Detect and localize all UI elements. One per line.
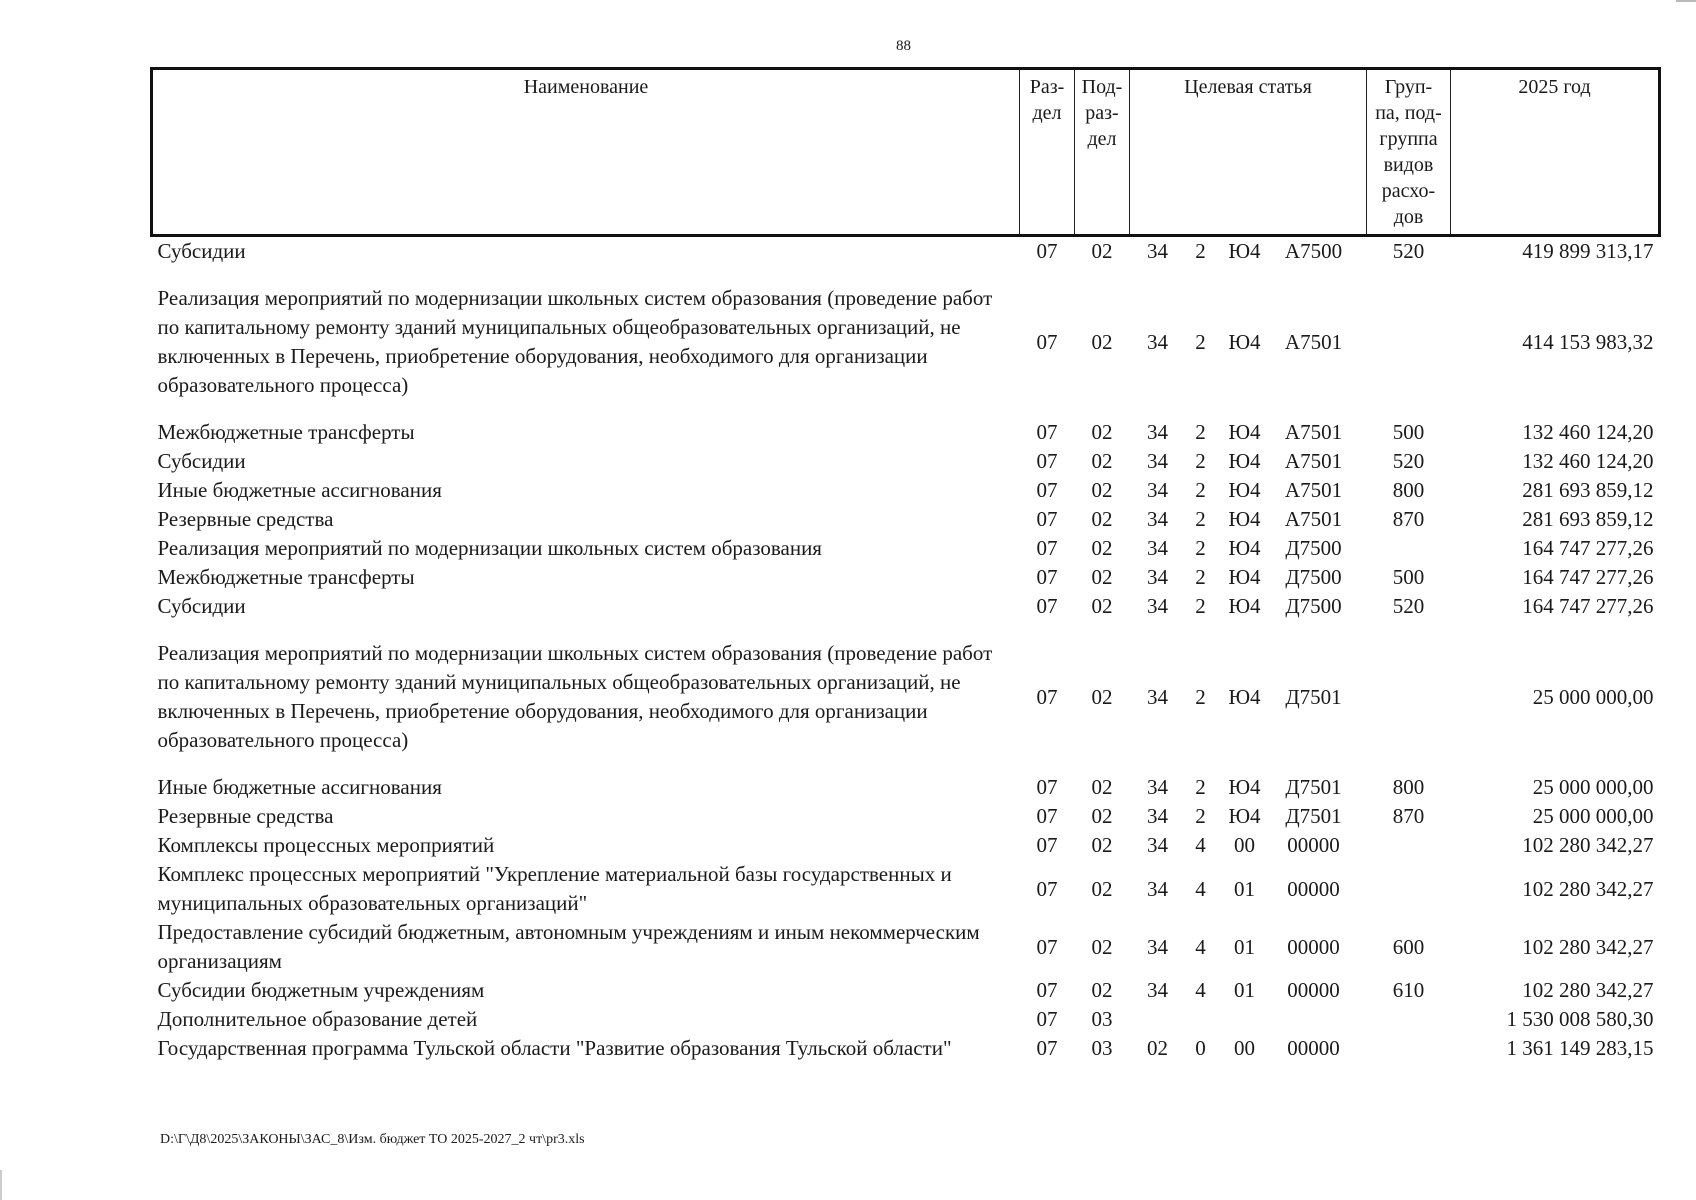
- target-article-part-3: Ю4: [1228, 420, 1261, 444]
- row-name: Резервные средства: [157, 804, 334, 828]
- row-name: Субсидии: [157, 594, 246, 618]
- table-row: [152, 563, 1660, 592]
- row-sum: 414 153 983,32: [1522, 329, 1654, 354]
- row-razdel: 07: [1036, 804, 1058, 828]
- row-sum: 1 530 008 580,30: [1506, 1007, 1654, 1031]
- row-podrazdel: 02: [1091, 804, 1113, 828]
- target-article-part-1: 34: [1147, 239, 1168, 263]
- target-article-part-4: А7501: [1284, 420, 1343, 444]
- row-expense-group: 600: [1392, 934, 1425, 959]
- row-podrazdel: 02: [1091, 775, 1113, 799]
- row-podrazdel: 02: [1091, 594, 1113, 618]
- target-article-part-3: Ю4: [1228, 804, 1261, 828]
- target-article-part-4: Д7500: [1285, 594, 1342, 618]
- row-target-article: [1130, 831, 1367, 860]
- row-expense-group: 500: [1392, 420, 1425, 444]
- target-article-part-3: Ю4: [1228, 775, 1261, 799]
- target-article-part-4: 00000: [1287, 1036, 1340, 1060]
- target-article-part-1: 34: [1147, 978, 1168, 1002]
- target-article-part-2: 0: [1195, 1036, 1206, 1060]
- row-target-article: [1130, 621, 1367, 773]
- row-razdel: 07: [1036, 565, 1058, 589]
- row-target-article: [1130, 563, 1367, 592]
- row-expense-group: 520: [1392, 239, 1425, 263]
- row-podrazdel: 02: [1091, 934, 1113, 959]
- row-razdel: 07: [1036, 833, 1058, 857]
- target-article-part-2: 2: [1195, 684, 1206, 709]
- row-podrazdel: 02: [1091, 420, 1113, 444]
- row-target-article: [1130, 976, 1367, 1005]
- row-razdel: 07: [1036, 934, 1058, 959]
- row-name: Реализация мероприятий по модернизации школьных систем образования (проведение работ по капитальному ремонту зданий муниципальных общеобразовательных организаций, не включенных в Перечень, приобретение оборудования, необходимого для организации образовательного процесса): [157, 286, 993, 397]
- row-expense-group: [1367, 860, 1451, 918]
- row-target-article: [1130, 1005, 1367, 1034]
- target-article-part-3: Ю4: [1228, 507, 1261, 531]
- row-sum: 102 280 342,27: [1522, 934, 1654, 959]
- row-sum: 164 747 277,26: [1522, 565, 1654, 589]
- target-article-part-2: 4: [1195, 876, 1206, 901]
- target-article-part-1: 34: [1147, 775, 1168, 799]
- row-razdel: 07: [1036, 449, 1058, 473]
- row-name: Реализация мероприятий по модернизации школьных систем образования (проведение работ по капитальному ремонту зданий муниципальных общеобразовательных организаций, не включенных в Перечень, приобретение оборудования, необходимого для организации образовательного процесса): [157, 641, 993, 752]
- row-razdel: 07: [1036, 594, 1058, 618]
- target-article-part-2: 2: [1195, 420, 1206, 444]
- table-row: [152, 447, 1660, 476]
- row-target-article: [1130, 266, 1367, 418]
- row-razdel: 07: [1036, 478, 1058, 502]
- row-target-article: [1130, 860, 1367, 918]
- target-article-part-3: Ю4: [1228, 565, 1261, 589]
- row-sum: 132 460 124,20: [1522, 449, 1654, 473]
- target-article-part-1: 02: [1147, 1036, 1168, 1060]
- target-article-part-2: 2: [1195, 775, 1206, 799]
- table-row: [152, 1005, 1660, 1034]
- row-expense-group: 500: [1392, 565, 1425, 589]
- row-razdel: 07: [1036, 1007, 1058, 1031]
- row-name: Предоставление субсидий бюджетным, автономным учреждениям и иным некоммерческим организациям: [157, 920, 980, 973]
- row-name: Субсидии бюджетным учреждениям: [157, 978, 485, 1002]
- row-target-article: [1130, 1034, 1367, 1063]
- row-expense-group: 870: [1392, 804, 1425, 828]
- table-row: [152, 418, 1660, 447]
- row-name: Межбюджетные трансферты: [157, 565, 415, 589]
- target-article-part-1: 34: [1147, 684, 1168, 709]
- target-article-part-2: 2: [1195, 239, 1206, 263]
- target-article-part-3: Ю4: [1228, 478, 1261, 502]
- row-expense-group: 520: [1392, 594, 1425, 618]
- table-row: [152, 1034, 1660, 1063]
- row-target-article: [1130, 447, 1367, 476]
- table-row: [152, 802, 1660, 831]
- row-name: Субсидии: [157, 239, 246, 263]
- target-article-part-4: 00000: [1287, 833, 1340, 857]
- page-number: 88: [896, 38, 911, 54]
- target-article-part-4: Д7501: [1285, 684, 1342, 709]
- row-name: Субсидии: [157, 449, 246, 473]
- row-podrazdel: 03: [1091, 1036, 1113, 1060]
- row-name: Комплекс процессных мероприятий "Укрепление материальной базы государственных и муниципальных образовательных организаций": [157, 862, 952, 915]
- row-sum: 281 693 859,12: [1522, 478, 1654, 502]
- table-row: [152, 505, 1660, 534]
- target-article-part-1: 34: [1147, 449, 1168, 473]
- table-body: [152, 236, 1660, 1064]
- target-article-part-1: 34: [1147, 478, 1168, 502]
- row-podrazdel: 02: [1091, 876, 1113, 901]
- budget-table: [150, 67, 1661, 1063]
- header-razdel: Раз- дел: [1020, 69, 1075, 236]
- row-podrazdel: 02: [1091, 329, 1113, 354]
- scan-edge-mark: [1676, 0, 1696, 2]
- target-article-part-1: 34: [1147, 804, 1168, 828]
- row-name: Иные бюджетные ассигнования: [157, 775, 442, 799]
- target-article-part-3: 00: [1234, 833, 1255, 857]
- table-row: [152, 236, 1660, 267]
- row-razdel: 07: [1036, 329, 1058, 354]
- target-article-part-4: 00000: [1287, 978, 1340, 1002]
- target-article-part-1: 34: [1147, 565, 1168, 589]
- row-target-article: [1130, 236, 1367, 267]
- row-name: Дополнительное образование детей: [157, 1007, 478, 1031]
- row-expense-group: [1367, 831, 1451, 860]
- row-sum: 25 000 000,00: [1532, 775, 1654, 799]
- row-podrazdel: 02: [1091, 449, 1113, 473]
- target-article-part-3: Ю4: [1228, 449, 1261, 473]
- target-article-part-3: 00: [1234, 1036, 1255, 1060]
- row-razdel: 07: [1036, 978, 1058, 1002]
- row-expense-group: 520: [1392, 449, 1425, 473]
- row-podrazdel: 02: [1091, 478, 1113, 502]
- row-expense-group: 800: [1392, 775, 1425, 799]
- target-article-part-4: А7501: [1284, 449, 1343, 473]
- target-article-part-1: 34: [1147, 934, 1168, 959]
- target-article-part-4: А7501: [1284, 478, 1343, 502]
- target-article-part-3: 01: [1234, 978, 1255, 1002]
- table-row: [152, 266, 1660, 418]
- target-article-part-2: 4: [1195, 978, 1206, 1002]
- target-article-part-4: А7500: [1284, 239, 1343, 263]
- row-sum: 25 000 000,00: [1532, 684, 1654, 709]
- row-expense-group: [1367, 621, 1451, 773]
- target-article-part-4: Д7500: [1285, 565, 1342, 589]
- row-razdel: 07: [1036, 536, 1058, 560]
- row-podrazdel: 02: [1091, 684, 1113, 709]
- target-article-part-2: 2: [1195, 507, 1206, 531]
- row-podrazdel: 02: [1091, 565, 1113, 589]
- table-row: [152, 976, 1660, 1005]
- target-article-part-2: 4: [1195, 833, 1206, 857]
- target-article-part-2: 2: [1195, 594, 1206, 618]
- target-article-part-4: А7501: [1284, 329, 1343, 354]
- target-article-part-2: 4: [1195, 934, 1206, 959]
- header-podrazdel: Под- раз- дел: [1075, 69, 1130, 236]
- file-path-footer: D:\Г\Д8\2025\ЗАКОНЫ\ЗАС_8\Изм. бюджет ТО 2025-2027_2 чт\pr3.xls: [160, 1132, 585, 1147]
- row-podrazdel: 02: [1091, 507, 1113, 531]
- row-name: Иные бюджетные ассигнования: [157, 478, 442, 502]
- row-target-article: [1130, 802, 1367, 831]
- row-name: Межбюджетные трансферты: [157, 420, 415, 444]
- target-article-part-2: 2: [1195, 329, 1206, 354]
- table-row: [152, 773, 1660, 802]
- target-article-part-3: Ю4: [1228, 329, 1261, 354]
- target-article-part-2: 2: [1195, 478, 1206, 502]
- row-target-article: [1130, 418, 1367, 447]
- row-razdel: 07: [1036, 775, 1058, 799]
- row-razdel: 07: [1036, 1036, 1058, 1060]
- row-sum: 25 000 000,00: [1532, 804, 1654, 828]
- row-expense-group: [1367, 534, 1451, 563]
- row-razdel: 07: [1036, 876, 1058, 901]
- target-article-part-4: Д7501: [1285, 775, 1342, 799]
- target-article-part-1: 34: [1147, 329, 1168, 354]
- row-expense-group: [1367, 266, 1451, 418]
- target-article-part-3: 01: [1234, 876, 1255, 901]
- row-razdel: 07: [1036, 239, 1058, 263]
- target-article-part-2: 2: [1195, 449, 1206, 473]
- header-expense-group: Груп- па, под- группа видов расхо- дов: [1367, 69, 1451, 236]
- scan-edge-mark-left: [0, 1170, 2, 1200]
- target-article-part-2: 2: [1195, 536, 1206, 560]
- target-article-part-1: 34: [1147, 833, 1168, 857]
- target-article-part-4: 00000: [1287, 876, 1340, 901]
- row-podrazdel: 03: [1091, 1007, 1113, 1031]
- target-article-part-2: 2: [1195, 804, 1206, 828]
- target-article-part-3: Ю4: [1228, 536, 1261, 560]
- row-sum: 102 280 342,27: [1522, 833, 1654, 857]
- header-year: 2025 год: [1451, 69, 1660, 236]
- row-podrazdel: 02: [1091, 978, 1113, 1002]
- target-article-part-3: Ю4: [1228, 239, 1261, 263]
- row-sum: 102 280 342,27: [1522, 978, 1654, 1002]
- target-article-part-3: Ю4: [1228, 684, 1261, 709]
- row-target-article: [1130, 534, 1367, 563]
- row-expense-group: 800: [1392, 478, 1425, 502]
- table-row: [152, 860, 1660, 918]
- row-target-article: [1130, 505, 1367, 534]
- row-name: Государственная программа Тульской области "Развитие образования Тульской области": [157, 1036, 952, 1060]
- row-expense-group: [1367, 1034, 1451, 1063]
- row-target-article: [1130, 918, 1367, 976]
- row-name: Резервные средства: [157, 507, 334, 531]
- row-sum: 281 693 859,12: [1522, 507, 1654, 531]
- table-row: [152, 476, 1660, 505]
- row-podrazdel: 02: [1091, 833, 1113, 857]
- row-sum: 419 899 313,17: [1522, 239, 1654, 263]
- row-sum: 1 361 149 283,15: [1506, 1036, 1654, 1060]
- row-sum: 132 460 124,20: [1522, 420, 1654, 444]
- target-article-part-1: 34: [1147, 420, 1168, 444]
- table-row: [152, 592, 1660, 621]
- row-name: Комплексы процессных мероприятий: [157, 833, 495, 857]
- row-razdel: 07: [1036, 507, 1058, 531]
- row-target-article: [1130, 773, 1367, 802]
- row-expense-group: 870: [1392, 507, 1425, 531]
- target-article-part-3: 01: [1234, 934, 1255, 959]
- table-row: [152, 831, 1660, 860]
- target-article-part-4: Д7501: [1285, 804, 1342, 828]
- target-article-part-2: 2: [1195, 565, 1206, 589]
- target-article-part-4: 00000: [1287, 934, 1340, 959]
- row-sum: 164 747 277,26: [1522, 594, 1654, 618]
- row-expense-group: 610: [1392, 978, 1425, 1002]
- header-name: Наименование: [152, 69, 1020, 236]
- row-podrazdel: 02: [1091, 239, 1113, 263]
- target-article-part-4: Д7500: [1285, 536, 1342, 560]
- table-row: [152, 621, 1660, 773]
- target-article-part-1: 34: [1147, 876, 1168, 901]
- target-article-part-3: Ю4: [1228, 594, 1261, 618]
- row-target-article: [1130, 476, 1367, 505]
- target-article-part-1: 34: [1147, 594, 1168, 618]
- header-target-article: Целевая статья: [1130, 69, 1367, 236]
- row-razdel: 07: [1036, 684, 1058, 709]
- target-article-part-4: А7501: [1284, 507, 1343, 531]
- table-row: [152, 534, 1660, 563]
- row-sum: 164 747 277,26: [1522, 536, 1654, 560]
- row-razdel: 07: [1036, 420, 1058, 444]
- row-podrazdel: 02: [1091, 536, 1113, 560]
- row-target-article: [1130, 592, 1367, 621]
- row-expense-group: [1367, 1005, 1451, 1034]
- row-name: Реализация мероприятий по модернизации школьных систем образования: [157, 536, 822, 560]
- table-row: [152, 918, 1660, 976]
- table-header: [152, 69, 1660, 236]
- target-article-part-1: 34: [1147, 536, 1168, 560]
- row-sum: 102 280 342,27: [1522, 876, 1654, 901]
- target-article-part-1: 34: [1147, 507, 1168, 531]
